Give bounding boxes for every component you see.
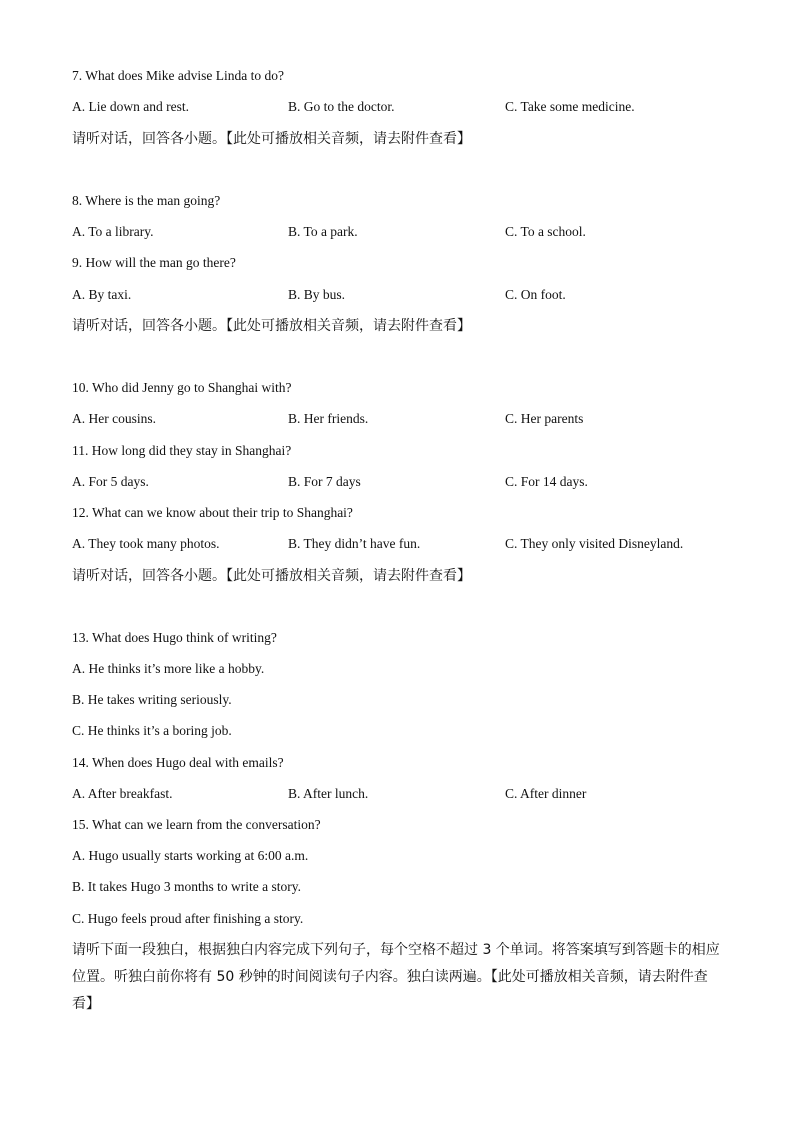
option-c[interactable]: C. After dinner [505, 786, 587, 801]
option-b[interactable]: B. He takes writing seriously. [72, 692, 232, 707]
question-12-options [72, 535, 732, 553]
option-a[interactable]: A. After breakfast. [72, 786, 173, 801]
option-c[interactable]: C. Her parents [505, 411, 584, 426]
question-9-options [72, 286, 732, 304]
option-a[interactable]: A. To a library. [72, 224, 154, 239]
option-c[interactable]: C. To a school. [505, 224, 586, 239]
option-b[interactable]: B. After lunch. [288, 786, 369, 801]
question-10: 10. Who did Jenny go to Shanghai with? [72, 380, 292, 395]
option-c[interactable]: C. He thinks it’s a boring job. [72, 723, 232, 738]
question-12: 12. What can we know about their trip to Shanghai? [72, 505, 353, 520]
question-11-options [72, 473, 732, 491]
option-b[interactable]: B. Go to the doctor. [288, 99, 395, 114]
question-13: 13. What does Hugo think of writing? [72, 630, 277, 645]
option-b[interactable]: B. They didn’t have fun. [288, 536, 421, 551]
listening-instruction: 请听对话，回答各小题。【此处可播放相关音频，请去附件查看】 [72, 568, 471, 584]
option-b[interactable]: B. Her friends. [288, 411, 369, 426]
option-c[interactable]: C. On foot. [505, 287, 566, 302]
question-8-options [72, 223, 732, 241]
option-b[interactable]: B. For 7 days [288, 474, 361, 489]
listening-instruction: 请听对话，回答各小题。【此处可播放相关音频，请去附件查看】 [72, 131, 471, 147]
option-a[interactable]: A. Her cousins. [72, 411, 156, 426]
question-11: 11. How long did they stay in Shanghai? [72, 443, 292, 458]
option-a[interactable]: A. Hugo usually starts working at 6:00 a.m. [72, 848, 309, 863]
option-a[interactable]: A. They took many photos. [72, 536, 220, 551]
question-14: 14. When does Hugo deal with emails? [72, 755, 284, 770]
option-c[interactable]: C. Hugo feels proud after finishing a story. [72, 911, 304, 926]
question-15: 15. What can we learn from the conversation? [72, 817, 321, 832]
option-a[interactable]: A. Lie down and rest. [72, 99, 189, 114]
option-c[interactable]: C. They only visited Disneyland. [505, 536, 684, 551]
question-8: 8. Where is the man going? [72, 193, 221, 208]
option-b[interactable]: B. By bus. [288, 287, 346, 302]
question-7-options [72, 98, 732, 116]
option-b[interactable]: B. To a park. [288, 224, 358, 239]
option-c[interactable]: C. For 14 days. [505, 474, 588, 489]
option-a[interactable]: A. For 5 days. [72, 474, 149, 489]
question-9: 9. How will the man go there? [72, 255, 236, 270]
monologue-instruction: 请听下面一段独白，根据独白内容完成下列句子，每个空格不超过 3 个单词。将答案填写到答题卡的相应位置。听独白前你将有 50 秒钟的时间阅读句子内容。独白读两遍。【此处可播放相关音频，请去附件查看】 [72, 942, 720, 1012]
question-10-options [72, 410, 732, 428]
option-a[interactable]: A. By taxi. [72, 287, 132, 302]
question-7: 7. What does Mike advise Linda to do? [72, 68, 284, 83]
option-c[interactable]: C. Take some medicine. [505, 99, 635, 114]
question-14-options [72, 785, 732, 803]
option-b[interactable]: B. It takes Hugo 3 months to write a story. [72, 879, 301, 894]
listening-instruction: 请听对话，回答各小题。【此处可播放相关音频，请去附件查看】 [72, 318, 471, 334]
option-a[interactable]: A. He thinks it’s more like a hobby. [72, 661, 265, 676]
